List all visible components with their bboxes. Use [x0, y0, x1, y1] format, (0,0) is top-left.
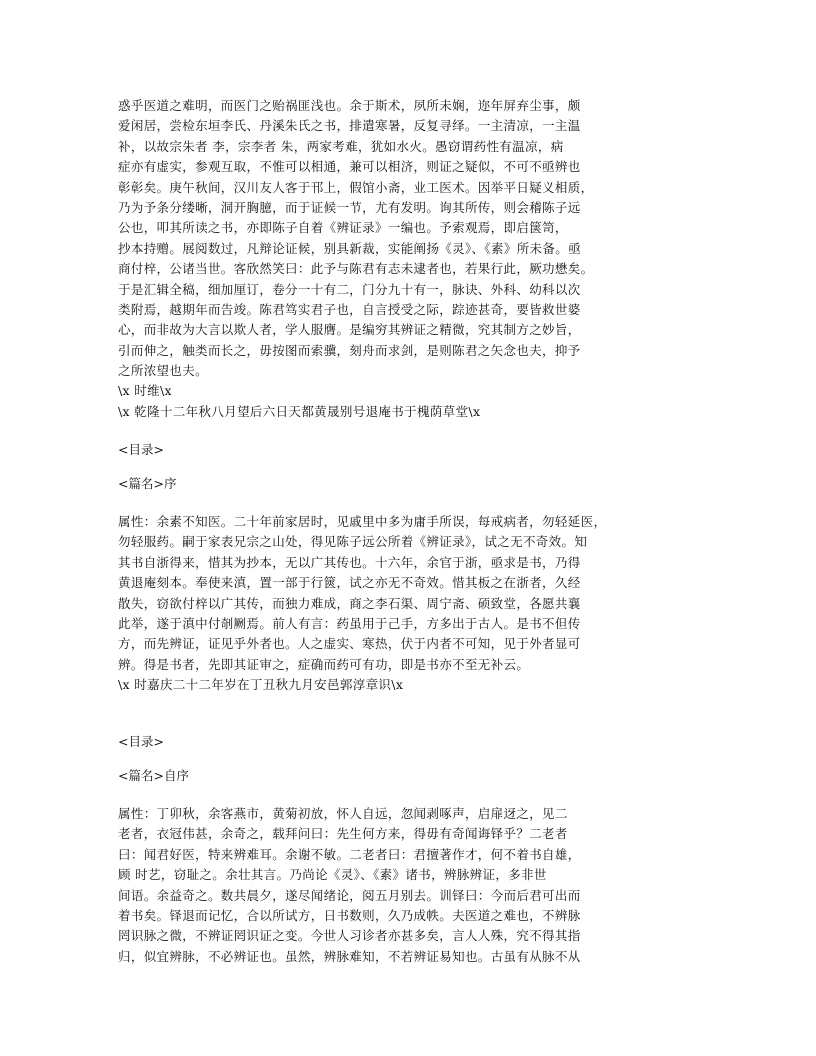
chapter-title: <篇名>自序: [118, 768, 189, 783]
text-line: 乃为予条分缕晰，洞开胸臆，而于证候一节，尤有发明。询其所传，则会稽陈子远: [118, 199, 581, 215]
text-line: 于是汇辑全稿，细加厘订，卷分一十有二，门分九十有一，脉诀、外科、幼科以次: [118, 281, 581, 297]
text-line: 心，而非故为大言以欺人者，学人服膺。是编穷其辨证之精微，究其制方之妙旨，: [118, 322, 581, 338]
text-line: 归，似宜辨脉，不必辨证也。虽然，辨脉难知，不若辨证易知也。古虽有从脉不从: [118, 948, 581, 964]
text-line: 勿轻服药。嗣于家表兄宗之山处，得见陈子远公所着《辨证录》，试之无不奇效。知: [118, 534, 588, 550]
text-line: 惑乎医道之难明，而医门之贻祸匪浅也。余于斯术，夙所未娴，迩年屏弃尘事，颇: [118, 98, 581, 113]
text-line: 罔识脉之微，不辨证罔识证之变。今世人习诊者亦甚多矣，言人人殊，究不得其指: [118, 928, 581, 944]
preface-section-2: [118, 512, 658, 696]
date-line: \x 时维\x: [118, 383, 172, 399]
text-line: 曰：闻君好医，特来辨难耳。余谢不敏。二老者曰：君擅著作才，何不着书自雄，: [118, 846, 581, 862]
text-line: 症亦有虚实，参观互取，不惟可以相通，兼可以相济，则证之疑似，不可不亟辨也: [118, 159, 581, 175]
text-line: 黄退庵刻本。奉使来滇，置一部于行篋，试之亦无不奇效。惜其板之在浙者，久经: [118, 575, 581, 591]
text-line: 商付梓，公诸当世。客欣然笑曰：此予与陈君有志未逮者也，若果行此，厥功懋矣。: [118, 261, 594, 277]
text-line: 之所浓望也夫。: [118, 363, 208, 379]
text-line: 爱闲居，尝检东垣李氏、丹溪朱氏之书，排遣寒暑，反复寻绎。一主清凉，一主温: [118, 118, 581, 134]
text-line: 抄本持赠。展阅数过，凡辩论证候，别具新裁，实能阐扬《灵》、《素》所未备。亟: [118, 240, 581, 256]
signature-line: \x 时嘉庆二十二年岁在丁丑秋九月安邑郭淳章识\x: [118, 677, 404, 693]
text-line: 散失，窃欲付梓以广其传，而独力难成，商之李石渠、周宁斋、硕致堂，各愿共襄: [118, 595, 581, 611]
text-line: 顾 时艺，窃耻之。余壮其言。乃尚论《灵》、《素》诸书，辨脉辨证，多非世: [118, 867, 547, 883]
author-preface-section: [118, 804, 658, 967]
chapter-title: <篇名>序: [118, 476, 177, 491]
text-line: 间语。余益奇之。数共晨夕，遂尽闻绪论，阅五月别去。训铎曰：今而后君可出而: [118, 887, 581, 903]
text-line: 属性：余素不知医。二十年前家居时，见戚里中多为庸手所误，每戒病者，勿轻延医，: [118, 514, 607, 529]
text-line: 彰彰矣。庚午秋间，汉川友人客于邗上，假馆小斋，业工医术。因举平日疑义相质，: [118, 179, 594, 195]
text-line: 其书自浙得来，惜其为抄本，无以广其传也。十六年，余官于浙，亟求是书，乃得: [118, 554, 581, 570]
text-line: 引而伸之，触类而长之，毋按图而索骥，刻舟而求剑，是则陈君之矢念也夫，抑予: [118, 342, 581, 358]
text-line: 方，而先辨证，证见乎外者也。人之虚实、寒热，伏于内者不可知，见于外者显可: [118, 636, 581, 652]
text-line: 老者，衣冠伟甚，余奇之，载拜问曰：先生何方来，得毋有奇闻诲铎乎？二老者: [118, 826, 568, 842]
text-line: 公也，叩其所读之书，亦即陈子自着《辨证录》一编也。予索观焉，即启箧笥，: [118, 220, 568, 236]
text-line: 此举，遂于滇中付剞劂焉。前人有言：药虽用于己手，方多出于古人。是书不但传: [118, 615, 581, 631]
signature-line: \x 乾隆十二年秋八月望后六日天都黄晟别号退庵书于槐荫草堂\x: [118, 403, 481, 419]
toc-label: <目录>: [118, 734, 164, 749]
text-line: 补，以故宗朱者 李，宗李者 朱，两家考难，犹如水火。愚窃谓药性有温凉，病: [118, 138, 564, 154]
text-line: 着书矣。铎退而记忆，合以所试方，日书数则，久乃成帙。夫医道之难也，不辨脉: [118, 907, 581, 923]
text-line: 类附焉，越期年而告竣。陈君笃实君子也，自言授受之际，踪迹甚奇，要皆救世婆: [118, 301, 581, 317]
toc-label: <目录>: [118, 442, 164, 457]
preface-section: [118, 96, 658, 422]
text-line: 辨。得是书者，先即其证审之，症确而药可有功，即是书亦不至无补云。: [118, 656, 530, 672]
text-line: 属性：丁卯秋，余客燕市，黄菊初放，怀人自远，忽闻剥啄声，启扉迓之，见二: [118, 806, 568, 821]
